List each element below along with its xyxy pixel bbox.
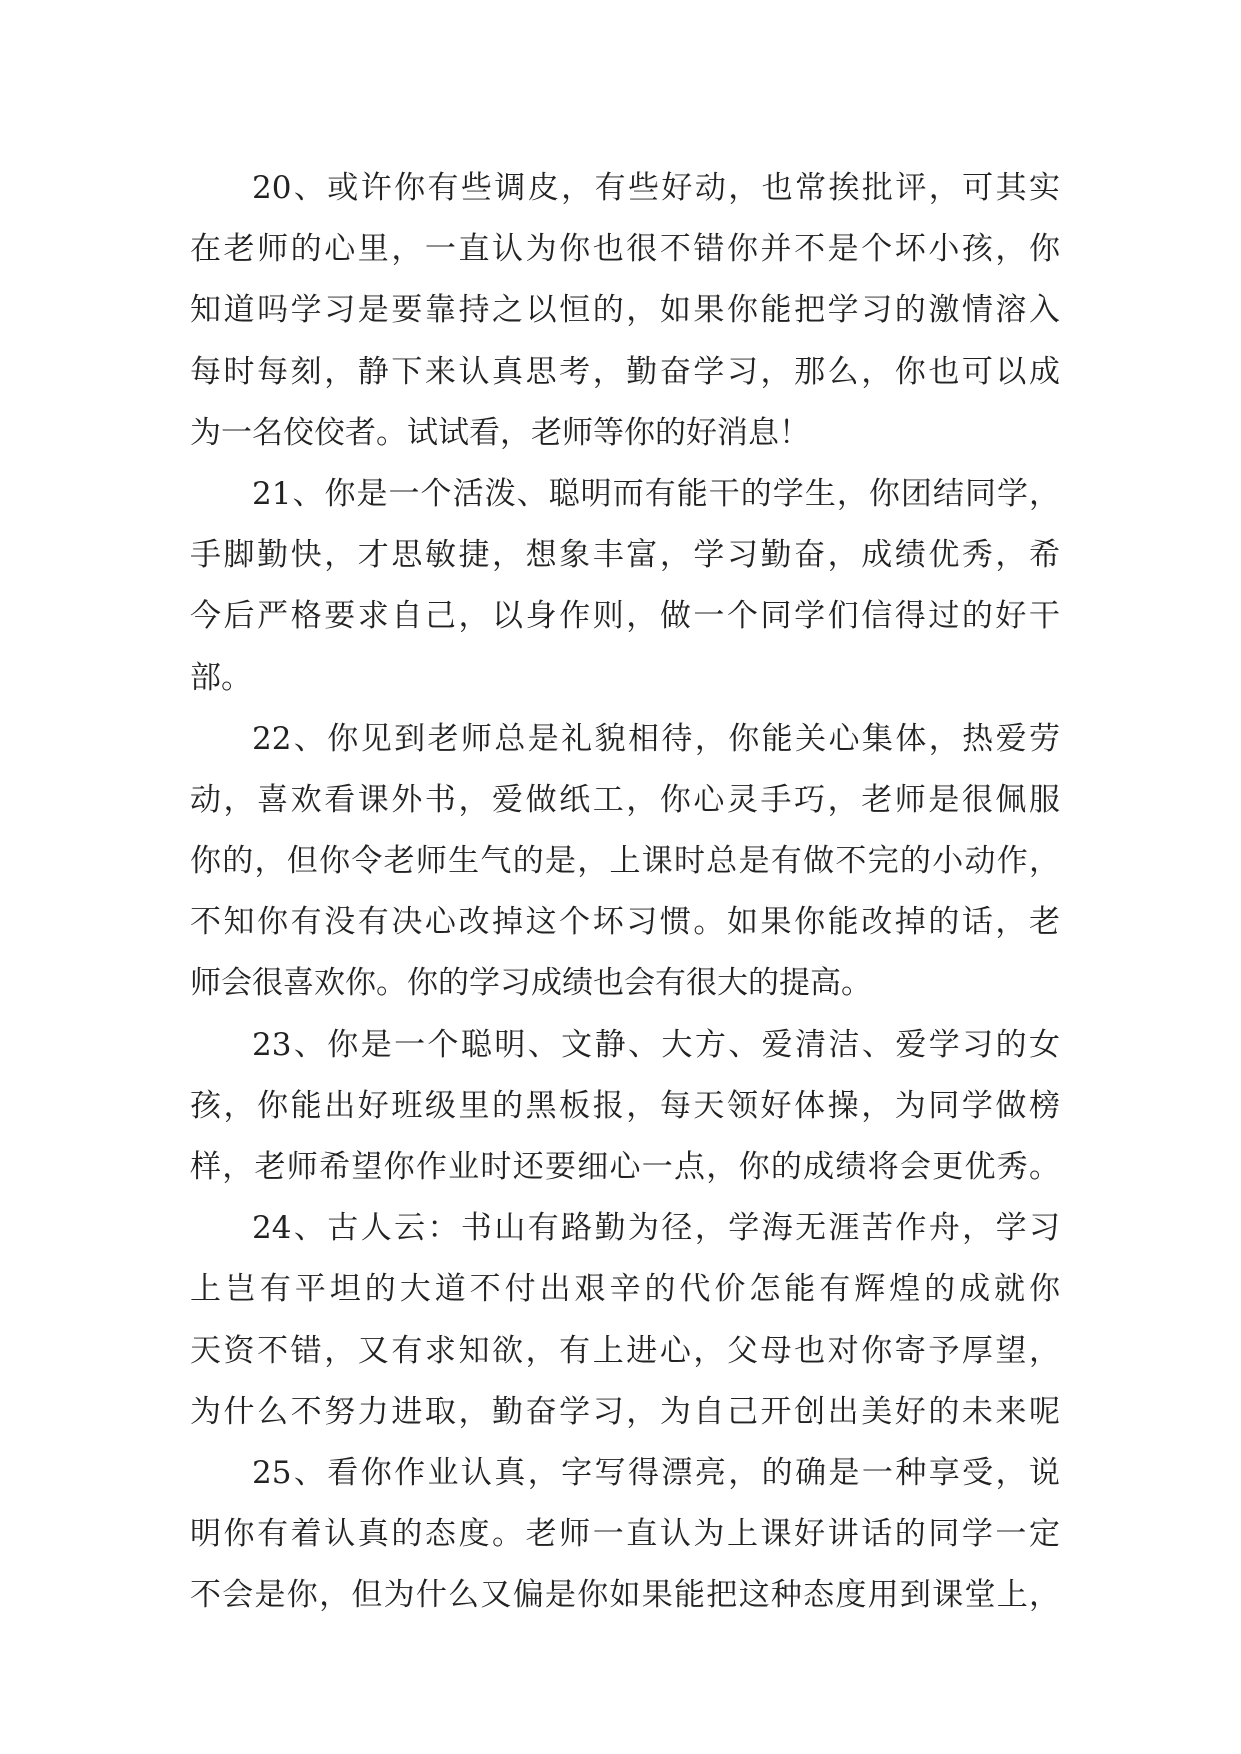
text-line: 不知你有没有决心改掉这个坏习惯。如果你能改掉的话，老 [190, 904, 1060, 941]
paragraph-25 [190, 1443, 1060, 1627]
document-body [190, 158, 1060, 1627]
text-line: 每时每刻，静下来认真思考，勤奋学习，那么，你也可以成 [190, 353, 1060, 390]
text-line: 在老师的心里，一直认为你也很不错你并不是个坏小孩，你 [190, 231, 1060, 268]
text-line: 你的，但你令老师生气的是，上课时总是有做不完的小动作， [190, 843, 1060, 880]
text-line: 动，喜欢看课外书，爱做纸工，你心灵手巧，老师是很佩服 [190, 781, 1060, 818]
text-line: 师会很喜欢你。你的学习成绩也会有很大的提高。 [190, 965, 872, 1002]
paragraph-22 [190, 709, 1060, 1015]
paragraph-21 [190, 464, 1060, 709]
text-line: 为一名佼佼者。试试看，老师等你的好消息！ [190, 414, 810, 451]
text-line: 部。 [190, 659, 252, 696]
paragraph-23 [190, 1015, 1060, 1199]
text-line: 不会是你，但为什么又偏是你如果能把这种态度用到课堂上， [190, 1577, 1060, 1614]
text-line: 样，老师希望你作业时还要细心一点，你的成绩将会更优秀。 [190, 1149, 1060, 1185]
text-line: 20、或许你有些调皮，有些好动，也常挨批评，可其实 [252, 170, 1060, 206]
text-line: 21、你是一个活泼、聪明而有能干的学生，你团结同学， [252, 475, 1060, 512]
text-line: 22、你见到老师总是礼貌相待，你能关心集体，热爱劳 [252, 720, 1060, 757]
text-line: 24、古人云：书山有路勤为径，学海无涯苦作舟，学习 [252, 1210, 1060, 1247]
text-line: 明你有着认真的态度。老师一直认为上课好讲话的同学一定 [190, 1516, 1060, 1553]
text-line: 为什么不努力进取，勤奋学习，为自己开创出美好的未来呢 [190, 1393, 1060, 1430]
text-line: 天资不错，又有求知欲，有上进心，父母也对你寄予厚望， [190, 1332, 1060, 1369]
text-line: 25、看你作业认真，字写得漂亮，的确是一种享受，说 [252, 1454, 1060, 1491]
paragraph-20 [190, 158, 1060, 464]
paragraph-24 [190, 1198, 1060, 1443]
text-line: 今后严格要求自己，以身作则，做一个同学们信得过的好干 [190, 598, 1060, 635]
text-line: 23、你是一个聪明、文静、大方、爱清洁、爱学习的女 [252, 1026, 1060, 1063]
text-line: 知道吗学习是要靠持之以恒的，如果你能把学习的激情溶入 [190, 292, 1060, 329]
text-line: 孩，你能出好班级里的黑板报，每天领好体操，为同学做榜 [190, 1087, 1060, 1124]
text-line: 上岂有平坦的大道不付出艰辛的代价怎能有辉煌的成就你 [190, 1271, 1060, 1308]
text-line: 手脚勤快，才思敏捷，想象丰富，学习勤奋，成绩优秀，希 [190, 537, 1060, 574]
